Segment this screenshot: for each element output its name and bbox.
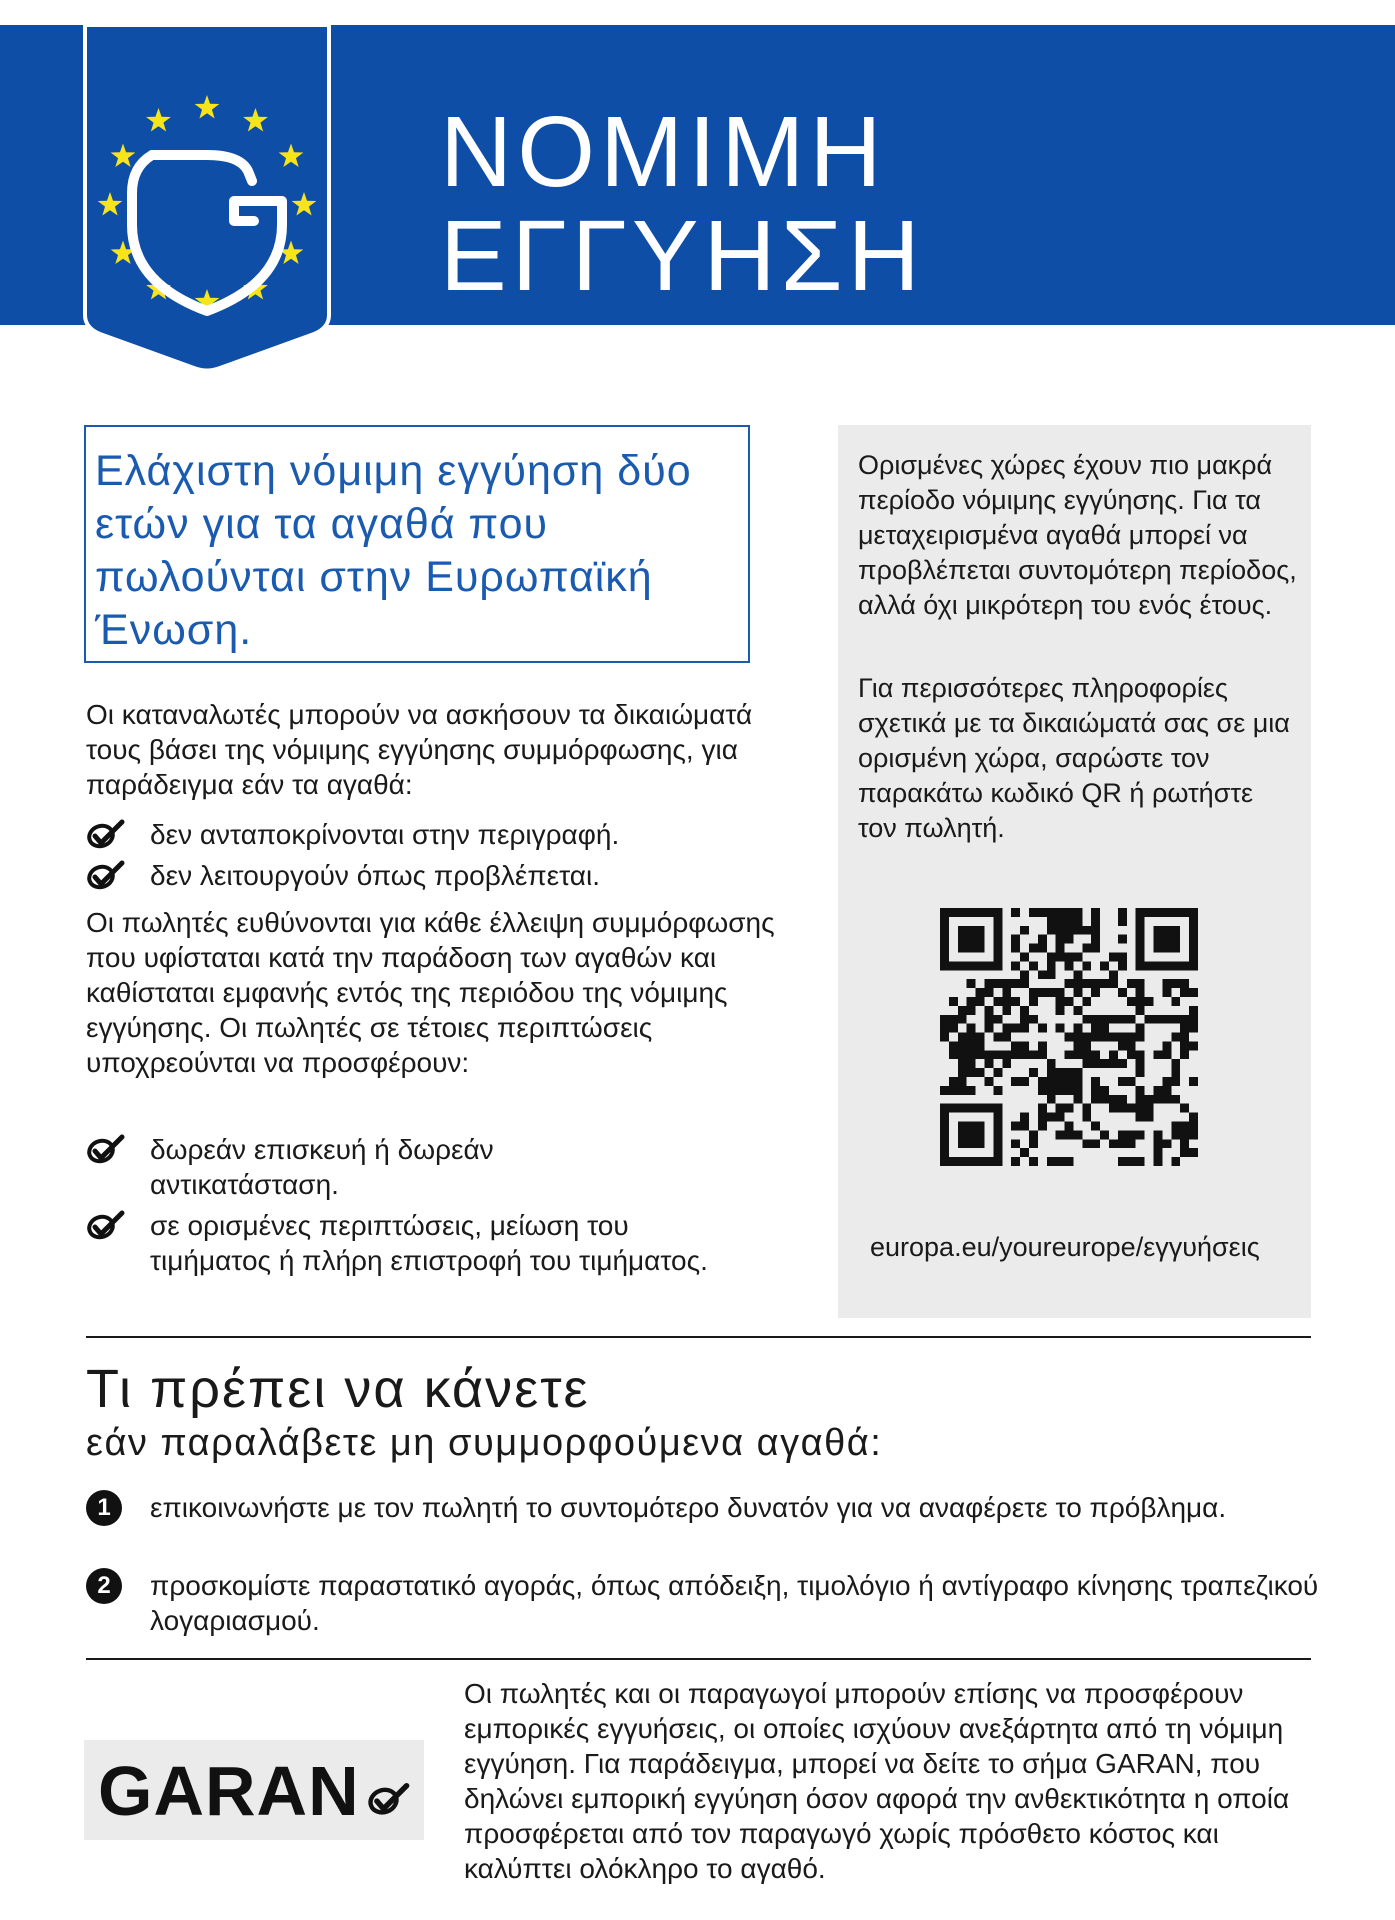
consumer-rights-paragraph: Οι καταναλωτές μπορούν να ασκήσουν τα δικαιώματά τους βάσει της νόμιμης εγγύησης συμμόρφωσης, για παράδειγμα εάν τα αγαθά: [86,699,753,800]
check-icon [86,1210,126,1242]
what-to-do-title: Τι πρέπει να κάνετε [86,1359,590,1419]
sidebar-paragraph-1: Ορισμένες χώρες έχουν πιο μακρά περίοδο νόμιμης εγγύησης. Για τα μεταχειρισμένα αγαθά μπορεί να προβλέπεται συντομότερη περίοδος, αλλά όχι μικρότερη του ενός έτους. [858,450,1297,620]
check-icon [86,860,126,892]
condition-text: δεν λειτουργούν όπως προβλέπεται. [150,860,600,891]
sidebar-paragraph-2: Για περισσότερες πληροφορίες σχετικά με τα δικαιώματά σας σε μια ορισμένη χώρα, σαρώστε τον παρακάτω κωδικό QR ή ρωτήστε τον πωλητή. [858,673,1290,843]
page-title [440,96,925,312]
divider [86,1658,1311,1660]
check-icon [86,1134,126,1166]
garan-logo-text: GARAN [98,1752,360,1830]
divider [86,1336,1311,1338]
condition-text: δεν ανταποκρίνονται στην περιγραφή. [150,819,620,850]
qr-code[interactable] [940,908,1198,1166]
step-text: επικοινωνήστε με τον πωλητή το συντομότερο δυνατόν για να αναφέρετε το πρόβλημα. [150,1492,1227,1523]
garan-check-icon [367,1782,411,1818]
remedy-text: σε ορισμένες περιπτώσεις, μείωση του τιμήματος ή πλήρη επιστροφή του τιμήματος. [150,1210,708,1276]
europa-link[interactable]: europa.eu/youreurope/εγγυήσεις [870,1232,1260,1262]
title-line-2: ΕΓΓΥΗΣΗ [440,200,925,312]
intro-highlight-text: Ελάχιστη νόμιμη εγγύηση δύο ετών για τα αγαθά που πωλούνται στην Ευρωπαϊκή Ένωση. [95,447,692,654]
title-line-1: ΝΟΜΙΜΗ [440,96,887,208]
what-to-do-subtitle: εάν παραλάβετε μη συμμορφούμενα αγαθά: [86,1422,883,1464]
step-number-badge: 1 [86,1490,122,1526]
remedy-text: δωρεάν επισκευή ή δωρεάν αντικατάσταση. [150,1134,494,1200]
check-icon [86,819,126,851]
step-number-badge: 2 [86,1568,122,1604]
seller-liability-paragraph: Οι πωλητές ευθύνονται για κάθε έλλειψη συμμόρφωσης που υφίσταται κατά την παράδοση των αγαθών και καθίσταται εμφανής εντός της περιόδου της νόμιμης εγγύησης. Οι πωλητές σε τέτοιες περιπτώσεις υποχρεούνται να προσφέρουν: [86,907,775,1078]
commercial-guarantee-paragraph: Οι πωλητές και οι παραγωγοί μπορούν επίσης να προσφέρουν εμπορικές εγγυήσεις, οι οποίες ισχύουν ανεξάρτητα από τη νόμιμη εγγύηση. Για παράδειγμα, μπορεί να δείτε το σήμα GARAN, που δηλώνει εμπορική εγγύηση όσον αφορά την ανθεκτικότητα η οποία προσφέρεται από τον παραγωγό χωρίς πρόσθετο κόστος και καλύπτει ολόκληρο το αγαθό. [464,1678,1290,1884]
eu-guarantee-shield-logo [82,25,332,370]
step-text: προσκομίστε παραστατικό αγοράς, όπως απόδειξη, τιμολόγιο ή αντίγραφο κίνησης τραπεζικού λογαριασμού. [150,1570,1319,1636]
